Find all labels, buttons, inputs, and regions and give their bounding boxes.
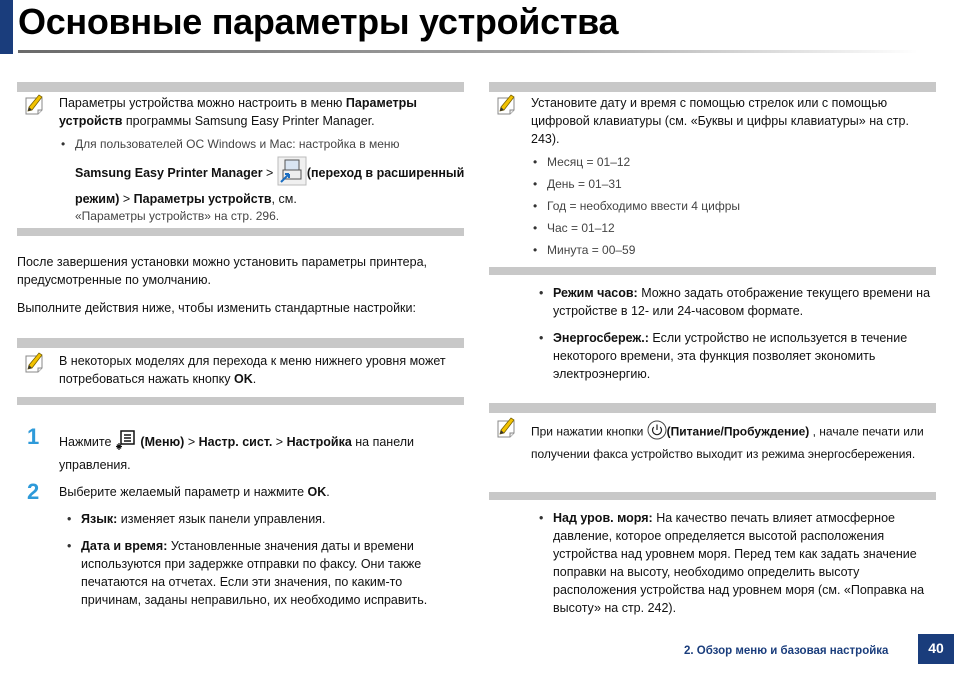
note-ok-text: В некоторых моделях для перехода к меню нижнего уровня может потребоваться нажать кнопку OK.	[59, 354, 446, 386]
list-item: • Час = 01–12	[531, 219, 931, 237]
list-item: • Год = необходимо ввести 4 цифры	[531, 197, 931, 215]
page-number: 40	[918, 634, 954, 664]
pencil-note-icon	[22, 350, 46, 379]
page-title: Основные параметры устройства	[18, 1, 619, 42]
list-item: • Дата и время: Установленные значения даты и времени используются при задержке отправки по факсу. Они также печатаются на отчетах. Если эти значения, по каким-то причинам, заданы неправильно, их необходимо исправить.	[65, 537, 465, 609]
title-underline	[18, 50, 918, 53]
power-icon	[647, 420, 667, 445]
step-2-options	[65, 510, 465, 615]
step-2-text: Выберите желаемый параметр и нажмите OK.	[59, 485, 330, 499]
step-number: 2	[27, 479, 40, 504]
note-top-bar	[489, 403, 936, 413]
list-item: • Над уров. моря: На качество печать влияет атмосферное давление, которое определяется высотой расположения устройства над уровнем моря. Перед тем как задать значение поправки на высоту, необходимо определить высоту расположения устройства над уровнем моря (см. «Поправка на высоту» на стр. 242).	[537, 509, 937, 617]
step-number: 1	[27, 424, 40, 449]
datetime-ranges	[531, 153, 931, 263]
pencil-note-icon	[494, 92, 518, 121]
note-os-bullet: • Для пользователей ОС Windows и Mac: настройка в меню	[59, 135, 454, 159]
note-bottom-bar	[489, 267, 936, 275]
note-top-bar	[489, 82, 936, 92]
footer-chapter-title: 2. Обзор меню и базовая настройка	[684, 645, 889, 657]
pencil-note-icon	[494, 415, 518, 444]
note-bottom-bar	[17, 397, 464, 405]
instruction-paragraph: Выполните действия ниже, чтобы изменить стандартные настройки:	[17, 301, 416, 315]
note-datetime-text: Установите дату и время с помощью стрелок или с помощью цифровой клавиатуры (см. «Буквы и цифры клавиатуры» на стр. 243).	[531, 96, 909, 146]
menu-icon	[115, 429, 137, 456]
list-item: • Режим часов: Можно задать отображение текущего времени на устройстве в 12- или 24-часовом формате.	[537, 284, 937, 320]
altitude-list	[537, 509, 937, 623]
step-1-text: Нажмите (Меню) > Настр. сист. > Настройка на панели управления.	[59, 429, 459, 474]
note-settings-text: Параметры устройства можно настроить в меню Параметры устройств программы Samsung Easy Printer Manager.	[59, 96, 417, 128]
note-bottom-bar	[489, 492, 936, 500]
note-power-text: При нажатии кнопки (Питание/Пробуждение) , начале печати или получении факса устройство выходит из режима энергосбережения.	[531, 420, 936, 463]
options-list	[537, 284, 937, 389]
list-item: • Энергосбереж.: Если устройство не используется в течение некоторого времени, эта функция позволяет экономить электроэнергию.	[537, 329, 937, 383]
note-bottom-bar	[17, 228, 464, 236]
list-item: • Месяц = 01–12	[531, 153, 931, 171]
list-item: • День = 01–31	[531, 175, 931, 193]
note-top-bar	[17, 82, 464, 92]
list-item: • Язык: изменяет язык панели управления.	[65, 510, 465, 528]
intro-paragraph: После завершения установки можно установить параметры принтера, предусмотренные по умолчанию.	[17, 255, 428, 287]
title-accent-bar	[0, 0, 13, 54]
list-item: • Минута = 00–59	[531, 241, 931, 259]
pencil-note-icon	[22, 92, 46, 121]
note-top-bar	[17, 338, 464, 348]
advanced-mode-icon	[277, 156, 307, 191]
note-path: Samsung Easy Printer Manager > (переход в расширенный режим) > Параметры устройств, см. «Параметры устройств» на стр. 296.	[75, 156, 465, 225]
